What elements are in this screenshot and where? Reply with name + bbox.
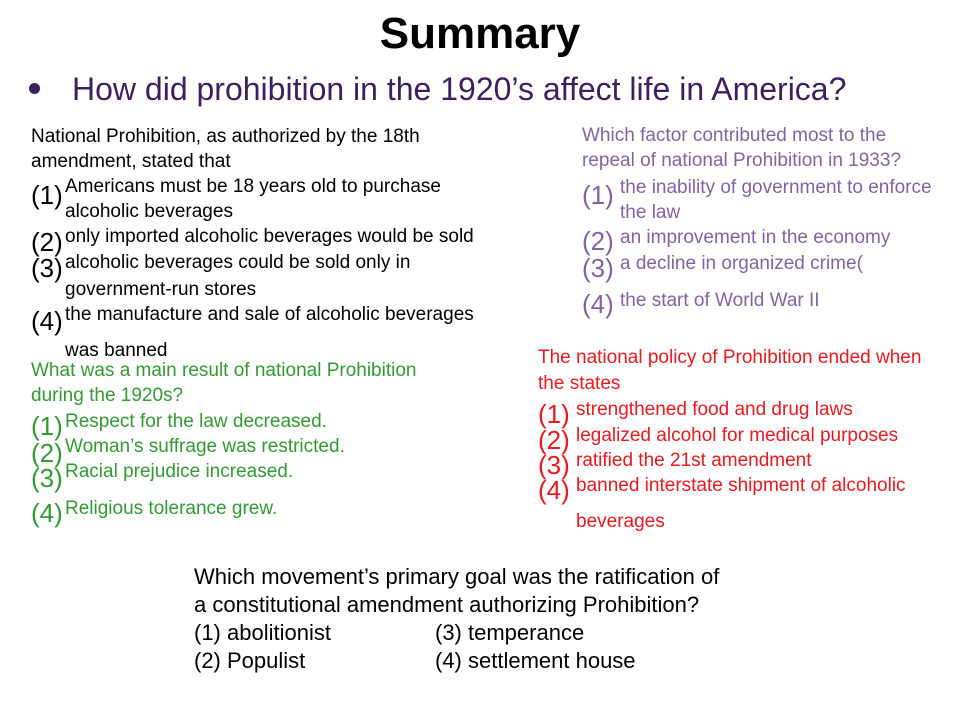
- q1-stem-line: National Prohibition, as authorized by the 18th: [31, 126, 420, 147]
- q5-stem-line: Which movement’s primary goal was the ratification of: [194, 564, 720, 589]
- q4-option-4-number: (4): [538, 475, 570, 505]
- q1-option-1-number: (1): [31, 180, 63, 210]
- q2-stem-line: during the 1920s?: [31, 385, 184, 406]
- q2-option-4-number: (4): [31, 498, 63, 528]
- q2-stem-line: What was a main result of national Prohibition: [31, 360, 417, 381]
- q3-option-3-text: a decline in organized crime(: [620, 253, 863, 274]
- q1-option-1-text: alcoholic beverages: [65, 201, 233, 222]
- q5-option-4: (4) settlement house: [435, 648, 636, 673]
- q3-option-1-number: (1): [582, 180, 614, 210]
- q3-stem-line: Which factor contributed most to the: [582, 125, 887, 146]
- q4-option-2-text: legalized alcohol for medical purposes: [576, 425, 899, 446]
- q2-option-2-number: (2): [31, 438, 63, 468]
- q4-option-4-text: banned interstate shipment of alcoholic: [576, 475, 906, 496]
- q1-option-4-text: the manufacture and sale of alcoholic beverages: [65, 304, 474, 325]
- q5-option-2: (2) Populist: [194, 648, 306, 673]
- q5-stem-line: a constitutional amendment authorizing Prohibition?: [194, 592, 700, 617]
- q1-option-3-number: (3): [31, 253, 63, 283]
- q2-option-4-text: Religious tolerance grew.: [65, 498, 278, 519]
- q4-option-3-number: (3): [538, 450, 570, 480]
- q3-option-1-text: the inability of government to enforce: [620, 177, 932, 198]
- q1-option-4-number: (4): [31, 306, 63, 336]
- q2-option-3-text: Racial prejudice increased.: [65, 461, 294, 482]
- q3-option-2-text: an improvement in the economy: [620, 227, 891, 248]
- q5-option-3: (3) temperance: [435, 620, 585, 645]
- q3-option-3-number: (3): [582, 253, 614, 283]
- q1-option-1-text: Americans must be 18 years old to purchase: [65, 176, 441, 197]
- q2-option-1-text: Respect for the law decreased.: [65, 411, 327, 432]
- q4-option-4-text: beverages: [576, 511, 665, 532]
- q1-option-2-text: only imported alcoholic beverages would be sold: [65, 226, 474, 247]
- q3-option-2-number: (2): [582, 226, 614, 256]
- q4-option-1-text: strengthened food and drug laws: [576, 399, 853, 420]
- q4-stem-line: The national policy of Prohibition ended when: [538, 347, 922, 368]
- q3-option-1-text: the law: [620, 202, 681, 223]
- q1-option-2-number: (2): [31, 227, 63, 257]
- q3-stem-line: repeal of national Prohibition in 1933?: [582, 150, 902, 171]
- q2-option-3-number: (3): [31, 463, 63, 493]
- q1-stem-line: amendment, stated that: [31, 151, 231, 172]
- q4-option-1-number: (1): [538, 399, 570, 429]
- main-question: How did prohibition in the 1920’s affect life in America?: [72, 71, 847, 107]
- bullet-icon: [29, 83, 40, 94]
- q2-option-1-number: (1): [31, 411, 63, 441]
- q4-stem-line: the states: [538, 373, 621, 394]
- q1-option-4-text: was banned: [65, 340, 168, 361]
- q4-option-3-text: ratified the 21st amendment: [576, 450, 812, 471]
- q2-option-2-text: Woman’s suffrage was restricted.: [65, 436, 345, 457]
- q1-option-3-text: alcoholic beverages could be sold only in: [65, 252, 411, 273]
- q5-option-1: (1) abolitionist: [194, 620, 331, 645]
- q4-option-2-number: (2): [538, 425, 570, 455]
- q3-option-4-text: the start of World War II: [620, 290, 820, 311]
- q1-option-3-text: government-run stores: [65, 279, 257, 300]
- slide-title: Summary: [379, 9, 581, 58]
- q3-option-4-number: (4): [582, 289, 614, 319]
